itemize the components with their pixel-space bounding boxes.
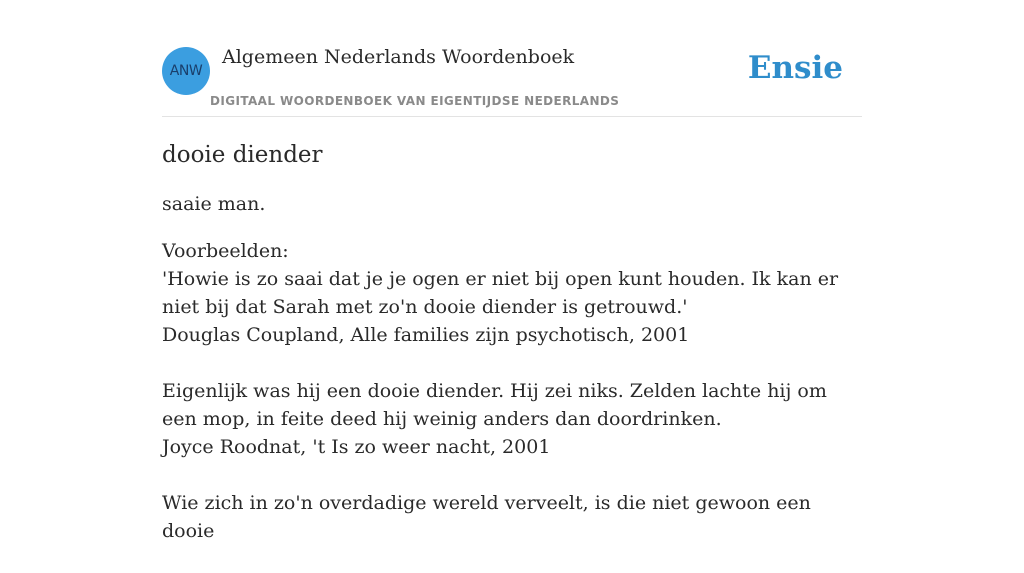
anw-logo[interactable] bbox=[162, 47, 210, 95]
site-subtitle: DIGITAAL WOORDENBOEK VAN EIGENTIJDSE NEDERLANDS bbox=[210, 94, 620, 108]
example-quote: 'Howie is zo saai dat je je ogen er niet bij open kunt houden. Ik kan er niet bij dat Sarah met zo'n dooie diender is getrouwd.' bbox=[162, 268, 839, 318]
example-item bbox=[162, 265, 862, 349]
example-quote: Wie zich in zo'n overdadige wereld verveelt, is die niet gewoon een dooie bbox=[162, 492, 811, 542]
entry-definition: saaie man. bbox=[162, 193, 266, 215]
example-item bbox=[162, 489, 862, 545]
example-quote: Eigenlijk was hij een dooie diender. Hij zei niks. Zelden lachte hij om een mop, in feite deed hij weinig anders dan doordrinken. bbox=[162, 380, 827, 430]
example-item bbox=[162, 377, 862, 461]
entry-content bbox=[162, 116, 862, 573]
page bbox=[162, 0, 862, 542]
examples-section bbox=[162, 237, 862, 545]
site-title: Algemeen Nederlands Woordenboek bbox=[222, 46, 575, 68]
examples-heading: Voorbeelden: bbox=[162, 240, 289, 262]
example-source: Joyce Roodnat, 't Is zo weer nacht, 2001 bbox=[162, 436, 551, 458]
logo-text: ANW bbox=[169, 63, 203, 79]
ensie-brand-link[interactable]: Ensie bbox=[747, 50, 843, 86]
example-source: Douglas Coupland, Alle families zijn psychotisch, 2001 bbox=[162, 324, 690, 346]
entry-term: dooie diender bbox=[162, 142, 323, 168]
site-header bbox=[162, 0, 862, 117]
